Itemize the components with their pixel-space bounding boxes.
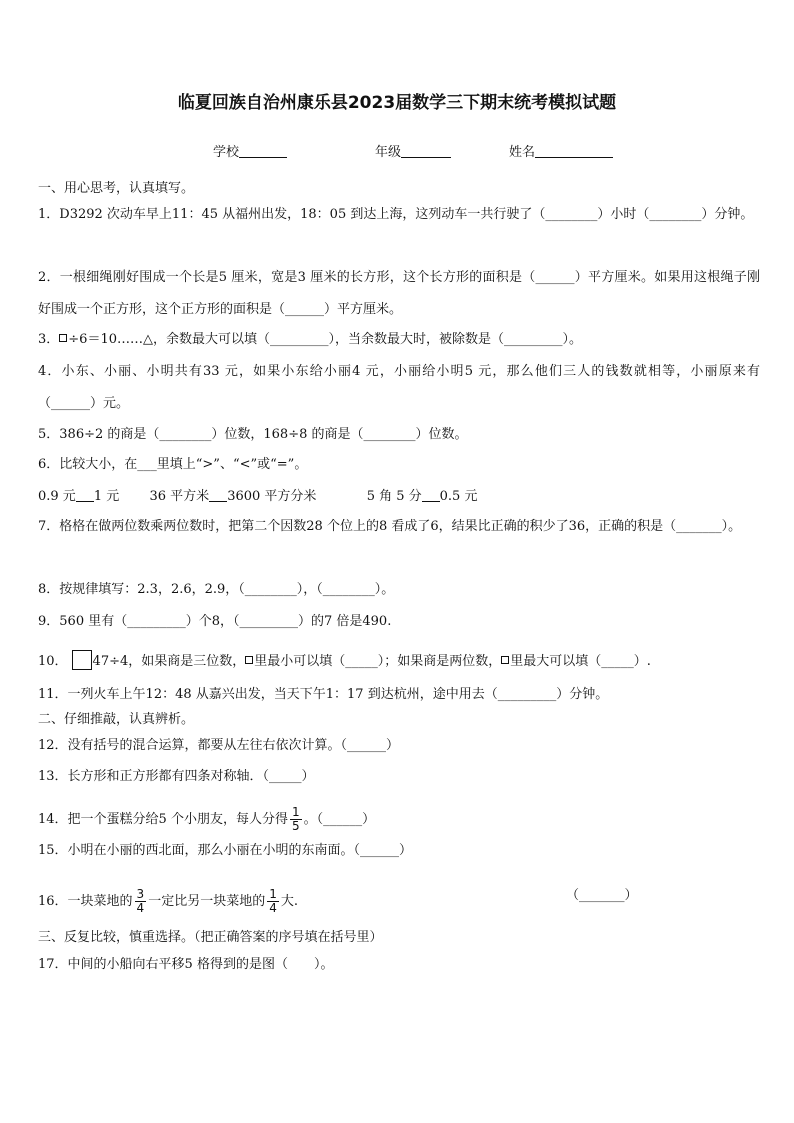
question-9: 9．560 里有（_________）个8，（_________）的7 倍是490.: [38, 614, 392, 629]
question-6-stem: 6．比较大小，在___里填上“>”、“<”或“=”。: [38, 457, 308, 472]
compare-2-right: 3600 平方分米: [227, 489, 317, 504]
compare-3-left: 5 角 5 分: [366, 489, 422, 504]
compare-2-left: 36 平方米: [149, 489, 210, 504]
question-12: 12．没有括号的混合运算，都要从左往右依次计算。（______）: [38, 738, 400, 753]
question-10: [38, 650, 651, 670]
question-10-part-1: 47÷4，如果商是三位数，: [92, 654, 246, 669]
question-7: 7．格格在做两位数乘两位数时，把第二个因数28 个位上的8 看成了6，结果比正确的积少了36，正确的积是（_______）。: [38, 519, 742, 534]
question-5: 5．386÷2 的商是（________）位数，168÷8 的商是（________）位数。: [38, 427, 468, 442]
compare-3-right: 0.5 元: [439, 489, 478, 504]
section-3-heading: 三、反复比较，慎重选择。（把正确答案的序号填在括号里）: [38, 930, 383, 945]
school-field: [213, 141, 287, 160]
section-1-heading: 一、用心思考，认真填写。: [38, 181, 195, 196]
question-14-answer: 。（______）: [303, 812, 376, 827]
blank-square-icon: [245, 656, 253, 664]
school-blank[interactable]: [239, 144, 287, 158]
question-16: [38, 888, 298, 915]
question-6-items: [38, 489, 477, 505]
grade-blank[interactable]: [401, 144, 451, 158]
fraction-one-quarter: $\frac{1}{4}$: [269, 887, 277, 915]
question-10-number: 10．: [38, 654, 68, 669]
question-3-number: 3．: [38, 332, 60, 347]
question-14-text: 14．把一个蛋糕分给5 个小朋友，每人分得: [38, 812, 288, 827]
grade-field: [375, 141, 451, 160]
blank-square-icon: [59, 334, 67, 342]
question-16-answer-blank: （_______）: [566, 888, 638, 903]
fraction-one-fifth: $\frac{1}{5}$: [291, 805, 300, 833]
blank-square-icon: [501, 656, 509, 664]
compare-1-right: 1 元: [93, 489, 120, 504]
compare-1-blank[interactable]: [76, 489, 94, 502]
question-3-text: ÷6＝10……△，余数最大可以填（_________），当余数最大时，被除数是（_________）。: [68, 332, 582, 347]
name-blank[interactable]: [535, 144, 613, 158]
question-8: 8．按规律填写：2.3，2.6，2.9，（________），（________）。: [38, 582, 395, 597]
compare-2-blank[interactable]: [209, 489, 227, 502]
section-2-heading: 二、仔细推敲，认真辨析。: [38, 712, 195, 727]
question-2: 2．一根细绳刚好围成一个长是5 厘米，宽是3 厘米的长方形，这个长方形的面积是（______）平方厘米。如果用这根绳子刚好围成一个正方形，这个正方形的面积是（______）平方厘米。: [38, 270, 760, 317]
question-1: 1．D3292 次动车早上11：45 从福州出发，18：05 到达上海，这列动车一共行驶了（________）小时（________）分钟。: [38, 207, 754, 222]
question-16-mid: 一定比另一块菜地的: [148, 894, 266, 909]
question-17: 17．中间的小船向右平移5 格得到的是图（ ）。: [38, 957, 334, 972]
question-10-part-2: 里最小可以填（_____）；如果商是两位数，: [254, 654, 502, 669]
question-4: 4．小东、小丽、小明共有33 元，如果小东给小丽4 元，小丽给小明5 元，那么他们三人的钱数就相等，小丽原来有（______）元。: [38, 364, 760, 411]
question-10-part-3: 里最大可以填（_____）.: [510, 654, 651, 669]
school-label: 学校: [213, 145, 240, 160]
name-field: [509, 141, 613, 160]
question-3: [38, 332, 582, 348]
question-16-pre: 16．一块菜地的: [38, 894, 133, 909]
question-14: [38, 806, 375, 833]
grade-label: 年级: [375, 145, 402, 160]
fraction-three-quarters: $\frac{3}{4}$: [136, 887, 145, 915]
page-title: 临夏回族自治州康乐县2023届数学三下期末统考模拟试题: [177, 93, 617, 113]
compare-3-blank[interactable]: [422, 489, 440, 502]
name-label: 姓名: [509, 145, 536, 160]
question-11: 11．一列火车上午12：48 从嘉兴出发，当天下午1：17 到达杭州，途中用去（_________）分钟。: [38, 687, 609, 702]
question-13: 13．长方形和正方形都有四条对称轴．（_____）: [38, 769, 315, 784]
question-16-post: 大.: [280, 894, 298, 909]
question-15: 15．小明在小丽的西北面，那么小丽在小明的东南面。（______）: [38, 843, 413, 858]
blank-box-icon: [72, 650, 92, 670]
compare-1-left: 0.9 元: [38, 489, 76, 504]
